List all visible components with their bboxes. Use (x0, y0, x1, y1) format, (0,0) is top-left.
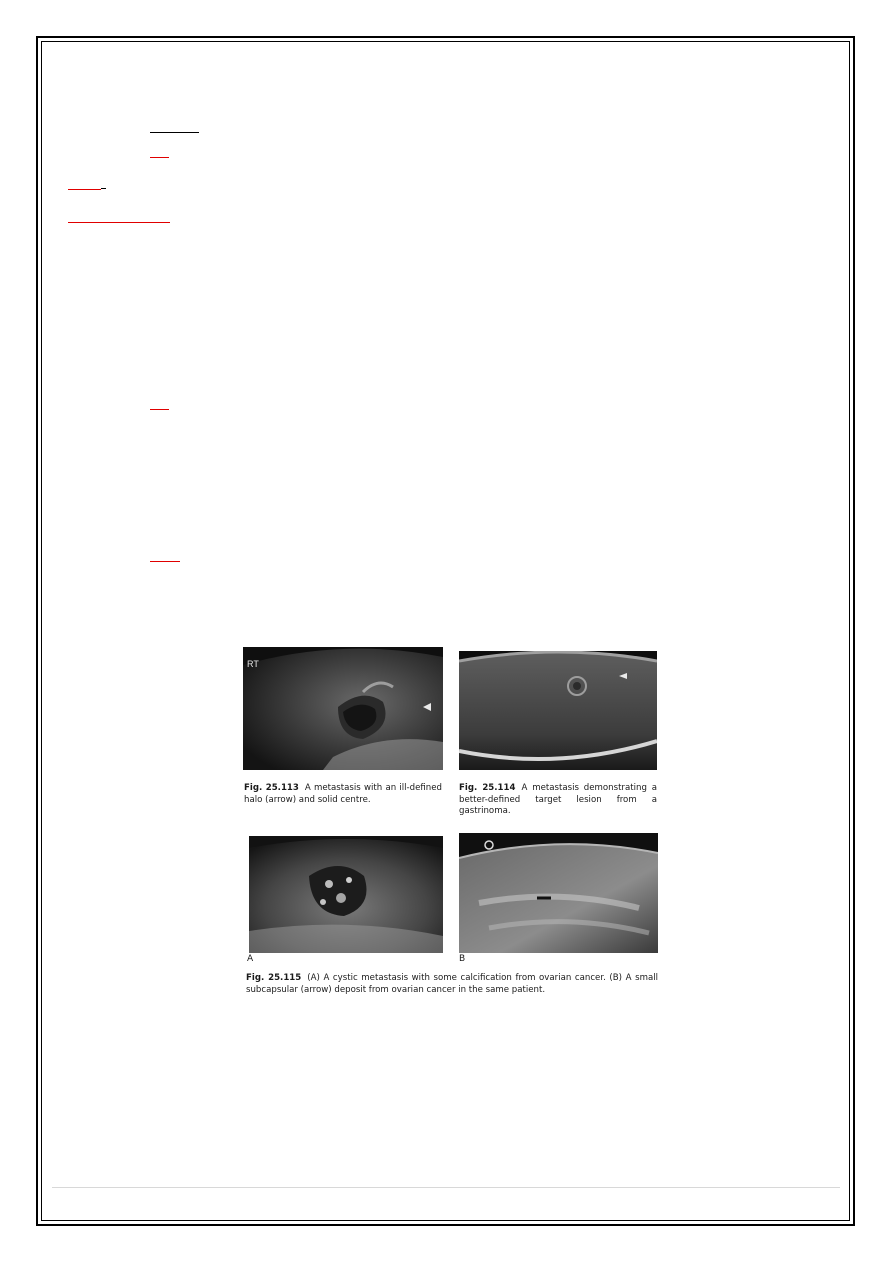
footer-rule (52, 1187, 840, 1188)
heading-underline-1 (150, 132, 199, 133)
ultrasound-image-fig-115a (249, 836, 443, 953)
figure-panel (222, 628, 670, 1020)
caption-text: A metastasis with an ill-defined halo (arrow) and solid centre. (244, 783, 442, 805)
heading-underline-2 (150, 157, 169, 158)
figure-number: Fig. 25.114 (459, 783, 516, 793)
heading-underline-3 (68, 189, 101, 190)
caption-text: A metastasis demonstrating a better-defined target lesion from a gastrinoma. (459, 783, 657, 816)
figure-number: Fig. 25.113 (244, 783, 299, 793)
ultrasound-image-fig-113 (243, 647, 443, 770)
caption-fig-114 (459, 783, 657, 818)
heading-underline-5 (150, 409, 169, 410)
caption-fig-113 (244, 783, 442, 806)
figure-number: Fig. 25.115 (246, 973, 302, 983)
caption-fig-115 (246, 973, 658, 996)
part-label-a: A (247, 954, 254, 964)
ultrasound-image-fig-115b (459, 833, 658, 953)
heading-underline-4 (68, 222, 170, 223)
heading-underline-6 (150, 561, 180, 562)
image-orientation-label: RT (247, 659, 259, 669)
ultrasound-image-fig-114 (459, 651, 657, 770)
caption-text: (A) A cystic metastasis with some calcification from ovarian cancer. (B) A small subcapsular (arrow) deposit from ovarian cancer in the same patient. (246, 973, 658, 995)
heading-underline-3-tail (101, 188, 106, 189)
part-label-b: B (459, 954, 466, 964)
